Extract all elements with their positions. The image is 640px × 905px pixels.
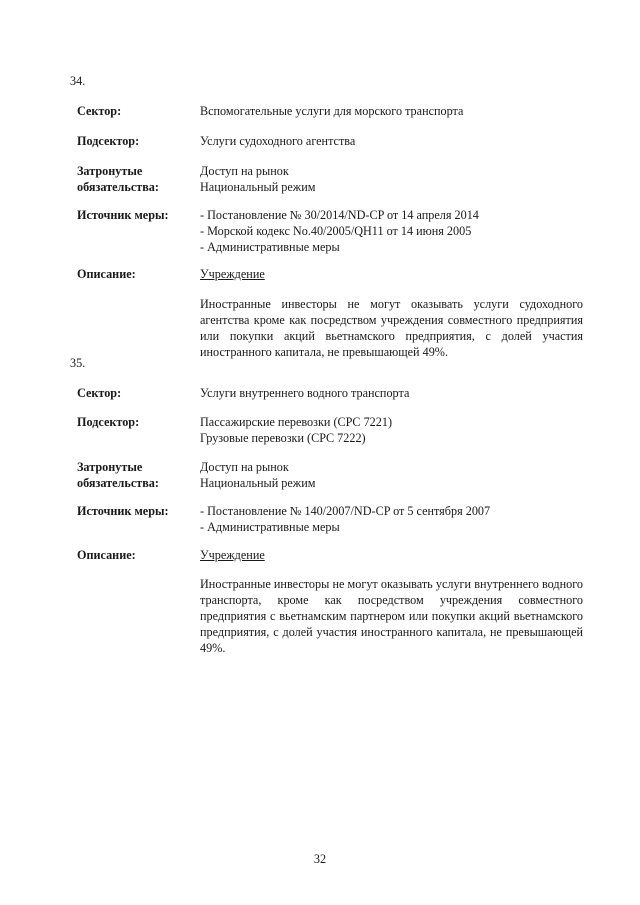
obligation-item: Национальный режим [200, 476, 316, 490]
subsector-value [200, 414, 583, 446]
sector-value [200, 385, 583, 401]
sector-label: Сектор: [77, 104, 122, 118]
obligations-value [200, 459, 583, 491]
obligations-label-line: обязательства: [77, 476, 159, 490]
subsector-item: Пассажирские перевозки (CPC 7221) [200, 415, 393, 429]
source-label: Источник меры: [77, 208, 169, 222]
subsector-item: Грузовые перевозки (CPC 7222) [200, 431, 366, 445]
sector-label: Сектор: [77, 386, 122, 400]
source-item: - Постановление № 30/2014/ND-CP от 14 апреля 2014 [200, 208, 479, 222]
sector-text: Вспомогательные услуги для морского транспорта [200, 104, 464, 118]
description-paragraph: Иностранные инвесторы не могут оказывать услуги судоходного агентства кроме как посредством учреждения совместного предприятия или покупки акций вьетнамского предприятия, с долей участия иностранного капитала, не превышающей 49%. [200, 297, 583, 359]
sector-value [200, 103, 583, 119]
obligations-value [200, 163, 583, 195]
obligation-item: Доступ на рынок [200, 164, 289, 178]
subsector-item: Услуги судоходного агентства [200, 134, 356, 148]
obligations-label [77, 163, 195, 195]
obligations-label [77, 459, 195, 491]
subsector-value [200, 133, 583, 149]
description-label: Описание: [77, 548, 136, 562]
source-value [200, 503, 583, 535]
source-item: - Морской кодекс No.40/2005/QH11 от 14 июня 2005 [200, 224, 472, 238]
description-paragraph: Иностранные инвесторы не могут оказывать услуги внутреннего водного транспорта, кроме как посредством учреждения совместного предприятия с вьетнамским партнером или покупки акций вьетнамского предприятия, с долей участия иностранного капитала, не превышающей 49%. [200, 577, 583, 655]
page-number: 32 [313, 852, 327, 866]
entry-number: 34. [70, 74, 86, 88]
source-label: Источник меры: [77, 504, 169, 518]
source-item: - Постановление № 140/2007/ND-CP от 5 сентября 2007 [200, 504, 491, 518]
subsector-label: Подсектор: [77, 134, 140, 148]
sector-text: Услуги внутреннего водного транспорта [200, 386, 410, 400]
description-heading-text: Учреждение [200, 267, 265, 281]
obligation-item: Доступ на рынок [200, 460, 289, 474]
subsector-label: Подсектор: [77, 415, 140, 429]
source-item: - Административные меры [200, 240, 340, 254]
description-heading [200, 547, 583, 563]
source-value [200, 207, 583, 255]
obligations-label-line: Затронутые [77, 460, 143, 474]
obligations-label-line: обязательства: [77, 180, 159, 194]
source-item: - Административные меры [200, 520, 340, 534]
description-heading [200, 266, 583, 282]
description-label: Описание: [77, 267, 136, 281]
obligations-label-line: Затронутые [77, 164, 143, 178]
obligation-item: Национальный режим [200, 180, 316, 194]
description-heading-text: Учреждение [200, 548, 265, 562]
entry-number: 35. [70, 356, 86, 370]
